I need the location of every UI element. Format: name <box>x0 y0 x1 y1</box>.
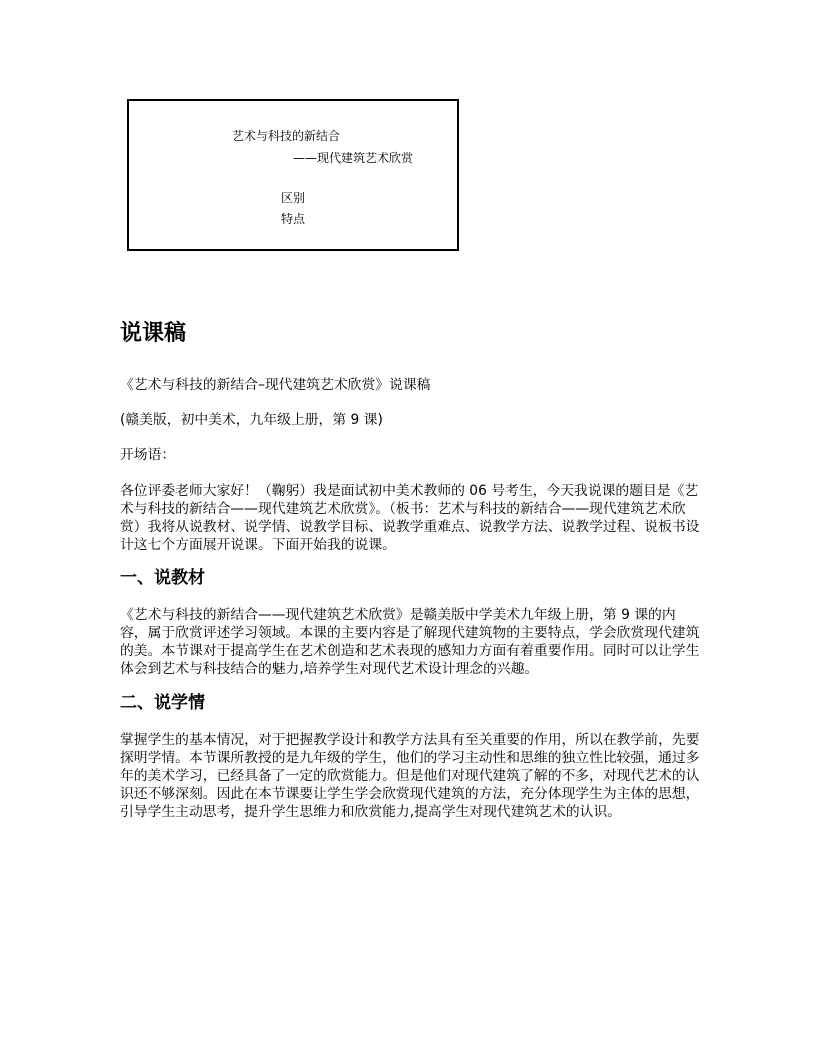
board-item-difference: 区别 <box>281 191 306 205</box>
opening-label: 开场语： <box>120 447 176 463</box>
section-paragraph-students: 掌握学生的基本情况，对于把握教学设计和教学方法具有至关重要的作用，所以在教学前，先要探明学情。本节课所教授的是九年级的学生，他们的学习主动性和思维的独立性比较强，通过多年的美术学习，已经具备了一定的欣赏能力。但是他们对现代建筑了解的不多，对现代艺术的认识还不够深刻。因此在本节课要让学生学会欣赏现代建筑的方法，充分体现学生为主体的思想，引导学生主动思考，提升学生思维力和欣赏能力,提高学生对现代建筑艺术的认识。 <box>120 732 700 820</box>
document-subtitle: 《艺术与科技的新结合–现代建筑艺术欣赏》说课稿 <box>120 377 431 393</box>
document-body <box>120 318 700 821</box>
document-title: 说课稿 <box>120 321 187 346</box>
edition-info: (赣美版，初中美术，九年级上册，第 9 课) <box>120 412 383 428</box>
opening-paragraph: 各位评委老师大家好！（鞠躬）我是面试初中美术教师的 06 号考生，今天我说课的题目是《艺术与科技的新结合——现代建筑艺术欣赏》。（板书：艺术与科技的新结合——现代建筑艺术欣赏）我将从说教材、说学情、说教学目标、说教学重难点、说教学方法、说教学过程、说板书设计这七个方面展开说课。下面开始我的说课。 <box>120 483 700 553</box>
section-heading-students: 二、说学情 <box>120 693 205 713</box>
section-heading-textbook: 一、说教材 <box>120 568 205 588</box>
board-item-features: 特点 <box>281 212 306 226</box>
blackboard-design-box <box>127 99 459 251</box>
board-title: 艺术与科技的新结合 <box>232 129 341 143</box>
board-subtitle: ——现代建筑艺术欣赏 <box>293 151 414 165</box>
section-paragraph-textbook: 《艺术与科技的新结合——现代建筑艺术欣赏》是赣美版中学美术九年级上册，第 9 课的内容，属于欣赏评述学习领域。本课的主要内容是了解现代建筑物的主要特点，学会欣赏现代建筑的美。本节课对于提高学生在艺术创造和艺术表现的感知力方面有着重要作用。同时可以让学生体会到艺术与科技结合的魅力,培养学生对现代艺术设计理念的兴趣。 <box>120 607 700 677</box>
